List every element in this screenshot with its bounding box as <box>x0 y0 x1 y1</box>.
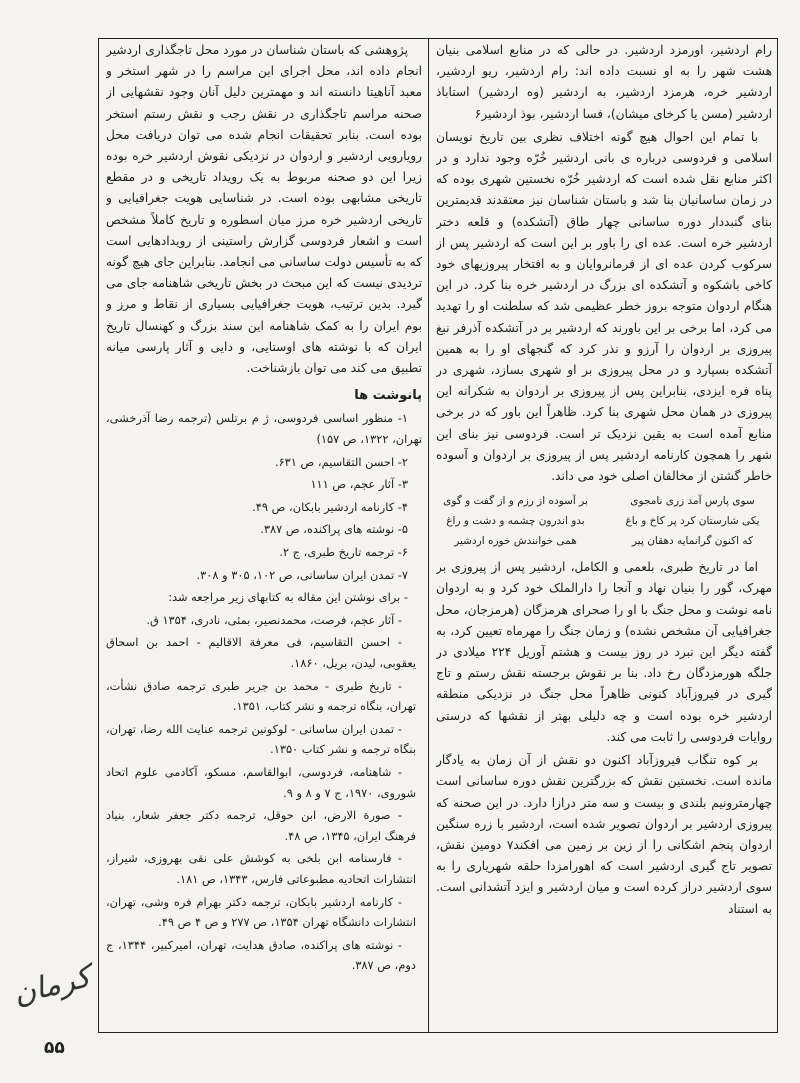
bibliography-entry: - تاریخ طبری - محمد بن جریر طبری ترجمه صادق نشأت، تهران، بنگاه ترجمه و نشر کتاب، ۱۳۵۱. <box>106 678 416 714</box>
footnote: ۶- ترجمه تاریخ طبری، ج ۲. <box>279 545 408 560</box>
footnote: ۵- نوشته های پراکنده، ص ۳۸۷. <box>260 522 408 537</box>
footnote: ۱- منظور اساسی فردوسی، ژ م برتلس (ترجمه رضا آذرخشی، تهران، ۱۳۲۲، ص ۱۵۷) <box>106 411 422 447</box>
page-number: ۵۵ <box>44 1038 65 1058</box>
bibliography-entry: - شاهنامه، فردوسی، ابوالقاسم، مسکو، آکادمی علوم اتحاد شوروی، ۱۹۷۰، ج ۷ و ۸ و ۹. <box>106 764 416 800</box>
poem-hemistich: که اکنون گرانمایه دهقان پیر <box>632 535 753 548</box>
bibliography-entry: - صورة الارض، ابن حوقل، ترجمه دکتر جعفر شعار، بنیاد فرهنگ ایران، ۱۳۴۵، ص ۴۸. <box>106 808 416 843</box>
poem-verses <box>436 491 772 551</box>
bibliography-entry: - احسن التقاسیم، فی معرفة الاقالیم - احمد بن اسحاق یعقوبی، لیدن، بریل، ۱۸۶۰. <box>106 635 416 670</box>
footnote: ۲- احسن التقاسیم، ص ۶۳۱. <box>274 454 408 469</box>
poem-hemistich: یکی شارستان کرد پر کاخ و باغ <box>625 515 760 528</box>
poem-hemistich: همی خوانندش خوره اردشیر <box>454 535 577 548</box>
footnote: ۷- تمدن ایران ساسانی، ص ۱۰۲، ۳۰۵ و ۳۰۸. <box>196 567 408 582</box>
bibliography-intro: - برای نوشتن این مقاله به کتابهای زیر مراجعه شد: <box>168 590 408 605</box>
bibliography-entry: - تمدن ایران ساسانی - لوکونین ترجمه عنایت الله رضا، تهران، بنگاه ترجمه و نشر کتاب ۱۳۵۰. <box>106 721 416 757</box>
footnote: ۳- آثار عجم، ص ۱۱۱ <box>310 477 408 492</box>
bibliography-entry: - نوشته های پراکنده، صادق هدایت، تهران، امیرکبیر، ۱۳۴۴، ج دوم، ص ۳۸۷. <box>106 937 416 973</box>
bibliography-entry: - کارنامه اردشیر بابکان، ترجمه دکتر بهرام فره وشی، تهران، انتشارات دانشگاه تهران ۱۳۵۴، ص ۲۷۷ و ص ۴ ص ۴۹. <box>106 894 416 930</box>
poem-hemistich: بدو اندرون چشمه و دشت و راغ <box>446 515 585 528</box>
poem-hemistich: بر آسوده از رزم و از گفت و گوی <box>443 495 588 508</box>
right-paragraph-1: رام اردشیر، اورمزد اردشیر. در حالی که در منابع اسلامی بنیان هشت شهر را به او نسبت داده اند: رام اردشیر، ریو اردشیر، اردشیر خره، هرمزد اردشیر، به اردشیر (وه اردشیر) استاباذ اردشیر (مسن یا کرخای میشان)، فسا اردشیر، بوذ اردشیر۶ <box>436 43 772 121</box>
right-paragraph-2: با تمام این احوال هیچ گونه اختلاف نظری بین تاریخ نویسان اسلامی و فردوسی درباره ی بانی اردشیر خُرّه وجود ندارد و در اکثر منابع نقل شده است که اردشیر خُرّه نخستین شهری بوده که در زمان ساسانیان بنا شد و باستان شناسان نیز معتقدند قدیمترین بنای گنبددار دوره ساسانی چهار طاق (آتشکده) و قلعه دختر اردشیر خره است. عده ای را باور بر این است که اردشیر پس از سرکوب کردن عده ای از فرمانروایان و به افتخار پیروزیهای خود کاخی باشکوه و آتشکده ای بزرگ در اردشیر خره بنا کرد. در این هنگام اردوان متوجه بروز خطر عظیمی شد که سلطنت او را تهدید می کرد، اما برخی بر این باورند که اردشیر بر در آتشکده آذرفر نبغ پیروزی بر اردوان را آرزو و نذر کرد که گنجهای او را به همین آتشکده بسپارد و در محل پیروزی بر او شهری بسازد، شهری در پناه فره ایزدی، بنابراین پس از پیروزی بر اردوان به شکرانه این پیروزی در همان محل شهری بنا کرد. ظاهراً این باور که در برخی منابع آمده است به یقین نزدیک تر است. فردوسی نیز بنای این شهر را همچون کارنامه اردشیر پس از پیروزی بر اردوان و آسوده خاطر گشتن از مخالفان اصلی خود می داند. <box>436 129 772 484</box>
left-column <box>106 40 422 1030</box>
footnotes-heading: پانوشت ها <box>354 388 422 404</box>
poem-hemistich: سوی پارس آمد زری نامجوی <box>630 495 755 508</box>
bibliography-entry: - آثار عجم، فرصت، محمدنصیر، بمئی، نادری، ۱۳۵۴ ق. <box>146 612 402 627</box>
footnote: ۴- کارنامه اردشیر بابکان، ص ۴۹. <box>252 499 408 514</box>
column-divider <box>428 38 429 1033</box>
right-column <box>436 40 772 1030</box>
right-paragraph-3: اما در تاریخ طبری، بلعمی و الکامل، اردشیر پس از پیروزی بر مهرک، گور را بنیان نهاد و آنجا را دارالملک خود کرد و به اردوان نامه نوشت و محل جنگ با او را صحرای هرمزگان (هرمزجان، محل جغرافیایی آن مشخص نشده) و زمان جنگ را مهرماه تعیین کرد، به گفته دیگر این نبرد در روز بیست و هشتم آوریل ۲۲۴ میلادی در جلگه هورمزدگان رخ داد. بنا بر نقوش برجسته نقش رستم و تاج گیری در فیروزآباد کنونی ظاهراً محل جنگ در نزدیکی منطقه اردشیر خره بوده است و چه دلیلی بهتر از نقشها که درستی روایات فردوسی را ثابت می کند. <box>436 560 772 744</box>
bibliography-entry: - فارسنامه ابن بلخی به کوشش علی نقی بهروزی، شیراز، انتشارات اتحادیه مطبوعاتی فارس، ۱۳۴۳، ص ۱۸۱. <box>106 851 416 886</box>
left-paragraph-1: پژوهشی که باستان شناسان در مورد محل تاجگذاری اردشیر انجام داده اند، محل اجرای این مراسم را در شهر استخر و معبد آناهیتا دانسته اند و مهمترین دلیل آنان وجود نقشهایی از صحنه مراسم تاجگذاری در نقش رجب و نقش رستم استخر بوده است. بنابر تحقیقات انجام شده می توان دریافت محل رویارویی اردشیر و اردوان در نزدیکی نقوش اردشیر خره بوده زیرا این دو صحنه مربوط به یک رویداد تاریخی و در مقطع تاریخی مشابهی بوده است. در شناسایی هویت جغرافیایی و تاریخی اردشیر خره مرز میان اسطوره و تاریخ کاملاً مشخص است و اشعار فردوسی گزارش راستینی از رویدادهایی است که به تأسیس دولت ساسانی می انجامد. بنابراین جای هیچ گونه تردیدی نیست که این مبحث در بخش تاریخی شاهنامه جای می گیرد. بدین ترتیب، هویت جغرافیایی بسیاری از نقاط و مرز و بوم ایران را به کمک شاهنامه این سند بزرگ و کهنسال تاریخ ایران که با نوشته های اوستایی، و دایی و آثار پارسی میانه تطبیق می کند می توان بازشناخت. <box>106 43 422 376</box>
magazine-logo: کرمان <box>9 959 95 1013</box>
right-paragraph-4: بر کوه تنگاب فیروزآباد اکنون دو نقش از آن زمان به یادگار مانده است. نخستین نقش که بزرگترین نقش دوره ساسانی است چهارمترونیم بلندی و بیست و سه متر درازا دارد. در این صحنه که پیروزی اردشیر بر اردوان تصویر شده است، اردشیر با زره سنگین اردوان پنجم اشکانی را از زین بر زمین می افکند۷ دومین نقش، تصویر تاج گیری اردشیر است که اهورامزدا حلقه شهریاری را به سوی اردشیر دراز کرده است و میان اردشیر و ایزد آتشدانی است. به استناد <box>436 753 772 916</box>
